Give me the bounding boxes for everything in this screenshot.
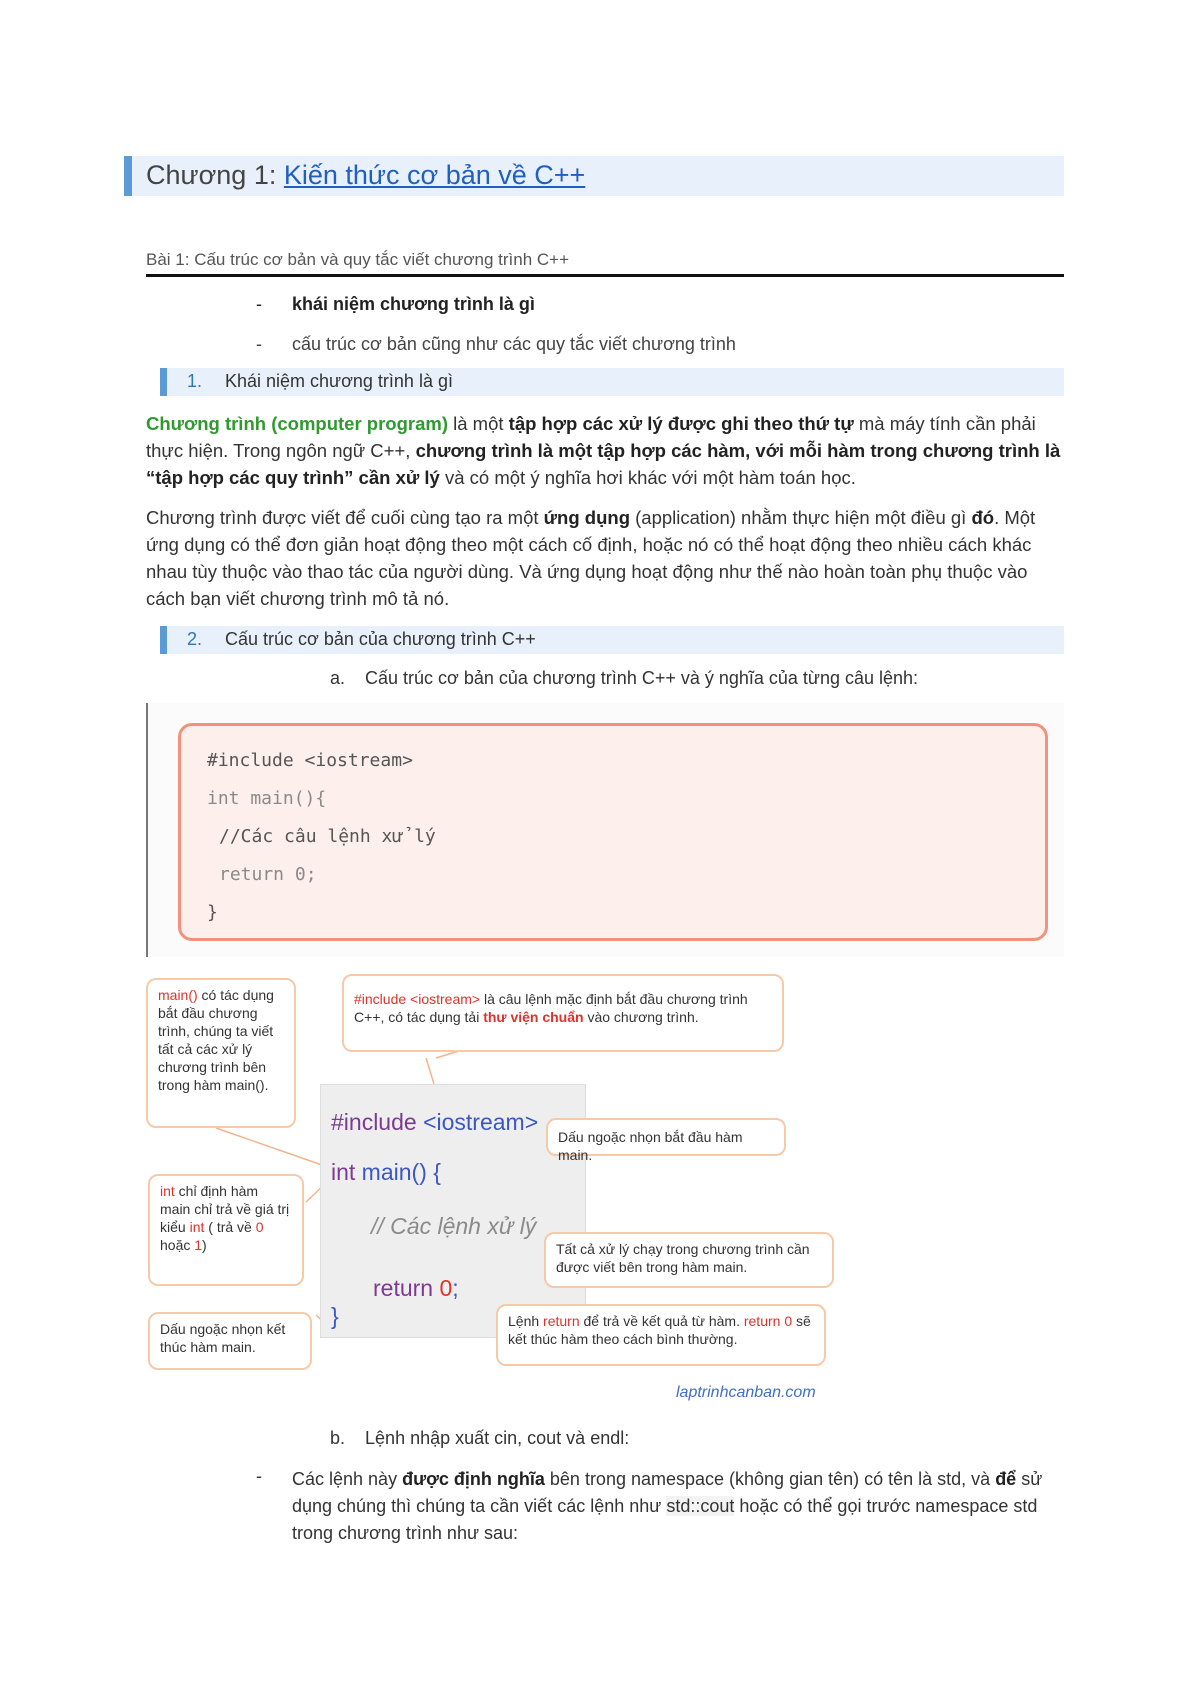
diagram-code [320, 1084, 586, 1338]
paragraph-application: Chương trình được viết để cuối cùng tạo ra một ứng dụng (application) nhằm thực hiện một điều gì đó. Một ứng dụng có thể đơn giản hoạt động theo một cách cố định, hoặc nó có thể hoạt động theo nhiều cách khác nhau tùy thuộc vào thao tác của người dùng. Và ứng dụng hoạt động như thế nào hoàn toàn phụ thuộc vào cách bạn viết chương trình mô tả nó. [146, 507, 1036, 609]
bullet-dash: - [256, 1466, 262, 1486]
callout-close-brace: Dấu ngoặc nhọn kết thúc hàm main. [148, 1312, 312, 1370]
diagram-code-main: int main() { [331, 1159, 441, 1185]
bullet-item: - cấu trúc cơ bản cũng như các quy tắc viết chương trình [256, 334, 736, 354]
diagram-code-brace: } [331, 1303, 339, 1329]
code-panel [146, 703, 1064, 957]
subheading-a: a. Cấu trúc cơ bản của chương trình C++ và ý nghĩa của từng câu lệnh: [330, 668, 919, 688]
chapter-link[interactable]: Kiến thức cơ bản về C++ [283, 160, 586, 190]
code-line: int main(){ [207, 788, 327, 809]
lesson-divider [146, 274, 1064, 277]
callout-open-brace: Dấu ngoặc nhọn bắt đầu hàm main. [546, 1118, 786, 1156]
watermark-text: laptrinhcanban.com [676, 1384, 816, 1401]
diagram-code-include: #include <iostream> [331, 1109, 539, 1135]
callout-include: #include <iostream> là câu lệnh mặc định bắt đầu chương trình C++, có tác dụng tải thư viện chuẩn vào chương trình. [342, 974, 784, 1052]
annotated-code-diagram [146, 970, 1064, 1410]
paragraph-definition: Chương trình (computer program) là một tập hợp các xử lý được ghi theo thứ tự mà máy tính cần phải thực hiện. Trong ngôn ngữ C++, chương trình là một tập hợp các hàm, với mỗi hàm trong chương trình là “tập hợp các quy trình” cần xử lý và có một ý nghĩa hơi khác với một hàm toán học. [146, 413, 1061, 488]
callout-body: Tất cả xử lý chạy trong chương trình cần được viết bên trong hàm main. [544, 1232, 834, 1288]
code-line: } [207, 902, 218, 923]
code-line: //Các câu lệnh xử lý [219, 826, 436, 847]
section-heading-1: 1. Khái niệm chương trình là gì [160, 368, 1064, 396]
bullet-item: - khái niệm chương trình là gì [256, 294, 535, 314]
diagram-code-comment: // Các lệnh xử lý [371, 1213, 537, 1239]
diagram-code-return: return 0; [373, 1275, 459, 1301]
chapter-title: Chương 1: Kiến thức cơ bản về C++ [146, 160, 586, 190]
section-heading-2: 2. Cấu trúc cơ bản của chương trình C++ [160, 626, 1064, 654]
code-line: return 0; [219, 864, 317, 885]
callout-int: int chỉ định hàm main chỉ trả về giá trị kiểu int ( trả về 0 hoặc 1) [148, 1174, 304, 1286]
code-box [178, 723, 1048, 941]
lesson-title: Bài 1: Cấu trúc cơ bản và quy tắc viết chương trình C++ [146, 250, 569, 269]
chapter-heading [124, 156, 1064, 196]
callout-return: Lệnh return để trả về kết quả từ hàm. return 0 sẽ kết thúc hàm theo cách bình thường. [496, 1304, 826, 1366]
code-line: #include <iostream> [207, 750, 413, 771]
callout-main: main() có tác dụng bắt đầu chương trình, chúng ta viết tất cả các xử lý chương trình bên trong hàm main(). [146, 978, 296, 1128]
paragraph-namespace: Các lệnh này được định nghĩa bên trong namespace (không gian tên) có tên là std, và để sử dụng chúng thì chúng ta cần viết các lệnh như std::cout hoặc có thể gọi trước namespace std trong chương trình như sau: [292, 1469, 1043, 1543]
subheading-b: b. Lệnh nhập xuất cin, cout và endl: [330, 1428, 630, 1448]
